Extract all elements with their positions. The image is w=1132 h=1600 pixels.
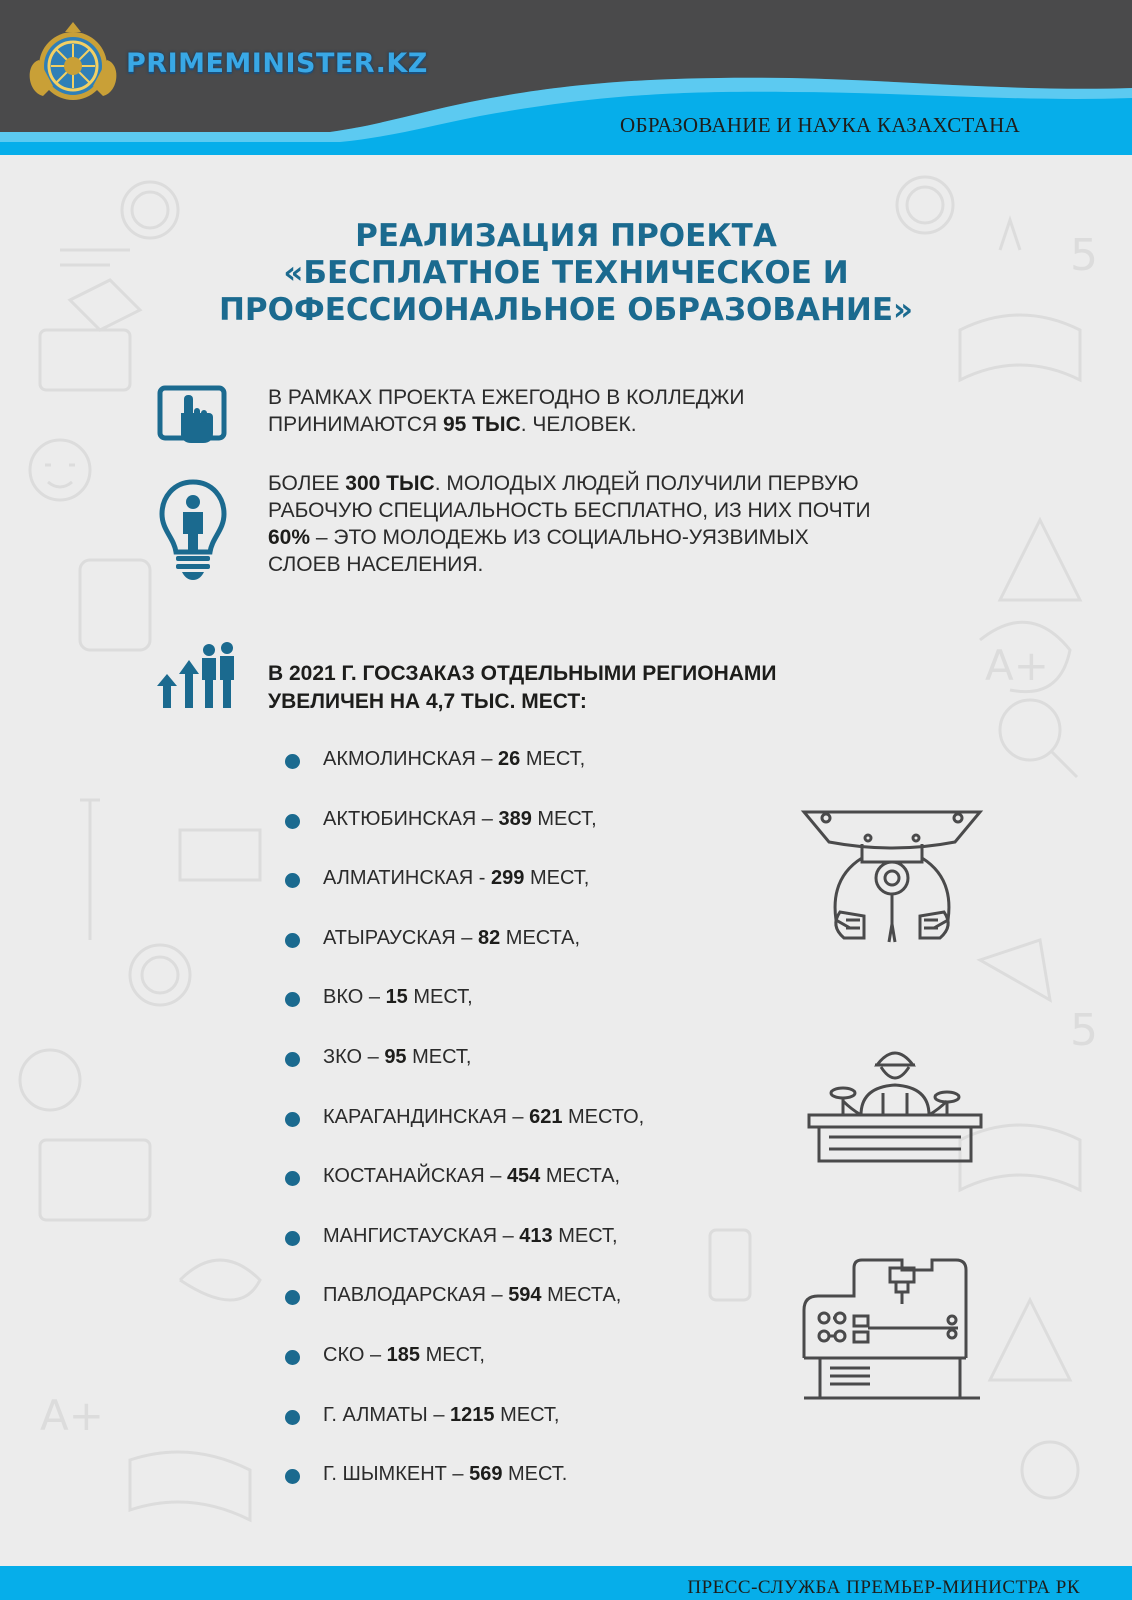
list-item: СКО – 185 МЕСТ, — [285, 1344, 644, 1404]
robotic-arm-icon — [800, 800, 985, 965]
bullet-icon — [285, 1171, 300, 1186]
tablet-touch-icon — [157, 385, 229, 445]
bullet-icon — [285, 1350, 300, 1365]
header-banner — [0, 0, 1132, 170]
title-line-3: ПРОФЕССИОНАЛЬНОЕ ОБРАЗОВАНИЕ» — [218, 292, 914, 328]
list-item: АКТЮБИНСКАЯ – 389 МЕСТ, — [285, 808, 644, 868]
worker-at-machine-icon — [805, 1045, 985, 1165]
svg-text:A+: A+ — [985, 641, 1049, 690]
bullet-icon — [285, 873, 300, 888]
fact-annual-admission: В РАМКАХ ПРОЕКТА ЕЖЕГОДНО В КОЛЛЕДЖИ ПРИНИМАЮТСЯ 95 ТЫС. ЧЕЛОВЕК. — [268, 386, 745, 436]
bullet-icon — [285, 1469, 300, 1484]
bullet-icon — [285, 992, 300, 1007]
growth-arrows-people-icon — [157, 638, 237, 714]
bullet-icon — [285, 1112, 300, 1127]
footer-credit: ПРЕСС-СЛУЖБА ПРЕМЬЕР-МИНИСТРА РК — [687, 1577, 1080, 1598]
bullet-icon — [285, 1410, 300, 1425]
lightbulb-person-icon — [158, 478, 228, 582]
list-item: АКМОЛИНСКАЯ – 26 МЕСТ, — [285, 748, 644, 808]
list-item: КОСТАНАЙСКАЯ – 454 МЕСТА, — [285, 1165, 644, 1225]
svg-text:5: 5 — [1070, 1005, 1098, 1056]
list-item: Г. ШЫМКЕНТ – 569 МЕСТ. — [285, 1463, 644, 1523]
bullet-icon — [285, 933, 300, 948]
list-item: Г. АЛМАТЫ – 1215 МЕСТ, — [285, 1404, 644, 1464]
site-name: PRIMEMINISTER.KZ — [126, 48, 428, 79]
regions-list — [285, 748, 644, 1523]
bullet-icon — [285, 1052, 300, 1067]
bullet-icon — [285, 1290, 300, 1305]
section-title: ОБРАЗОВАНИЕ И НАУКА КАЗАХСТАНА — [620, 113, 1020, 137]
bullet-icon — [285, 1231, 300, 1246]
fact-state-order-heading: В 2021 Г. ГОСЗАКАЗ ОТДЕЛЬНЫМИ РЕГИОНАМИ УВЕЛИЧЕН НА 4,7 ТЫС. МЕСТ: — [268, 662, 777, 713]
lathe-machine-icon — [800, 1258, 985, 1408]
list-item: ВКО – 15 МЕСТ, — [285, 986, 644, 1046]
fact-free-specialty: БОЛЕЕ 300 ТЫС. МОЛОДЫХ ЛЮДЕЙ ПОЛУЧИЛИ ПЕРВУЮ РАБОЧУЮ СПЕЦИАЛЬНОСТЬ БЕСПЛАТНО, ИЗ НИХ ПОЧТИ 60% – ЭТО МОЛОДЕЖЬ ИЗ СОЦИАЛЬНО-УЯЗВИМЫХ СЛОЕВ НАСЕЛЕНИЯ. — [268, 472, 871, 576]
title-line-1: РЕАЛИЗАЦИЯ ПРОЕКТА — [355, 218, 777, 254]
list-item: ЗКО – 95 МЕСТ, — [285, 1046, 644, 1106]
page-title — [0, 218, 1132, 329]
bullet-icon — [285, 754, 300, 769]
list-item: АЛМАТИНСКАЯ - 299 МЕСТ, — [285, 867, 644, 927]
list-item: АТЫРАУСКАЯ – 82 МЕСТА, — [285, 927, 644, 987]
title-line-2: «БЕСПЛАТНОЕ ТЕХНИЧЕСКОЕ И — [283, 255, 849, 291]
svg-text:A+: A+ — [40, 1391, 104, 1440]
list-item: КАРАГАНДИНСКАЯ – 621 МЕСТО, — [285, 1106, 644, 1166]
bullet-icon — [285, 814, 300, 829]
svg-text:5: 5 — [1070, 230, 1098, 281]
list-item: ПАВЛОДАРСКАЯ – 594 МЕСТА, — [285, 1284, 644, 1344]
list-item: МАНГИСТАУСКАЯ – 413 МЕСТ, — [285, 1225, 644, 1285]
